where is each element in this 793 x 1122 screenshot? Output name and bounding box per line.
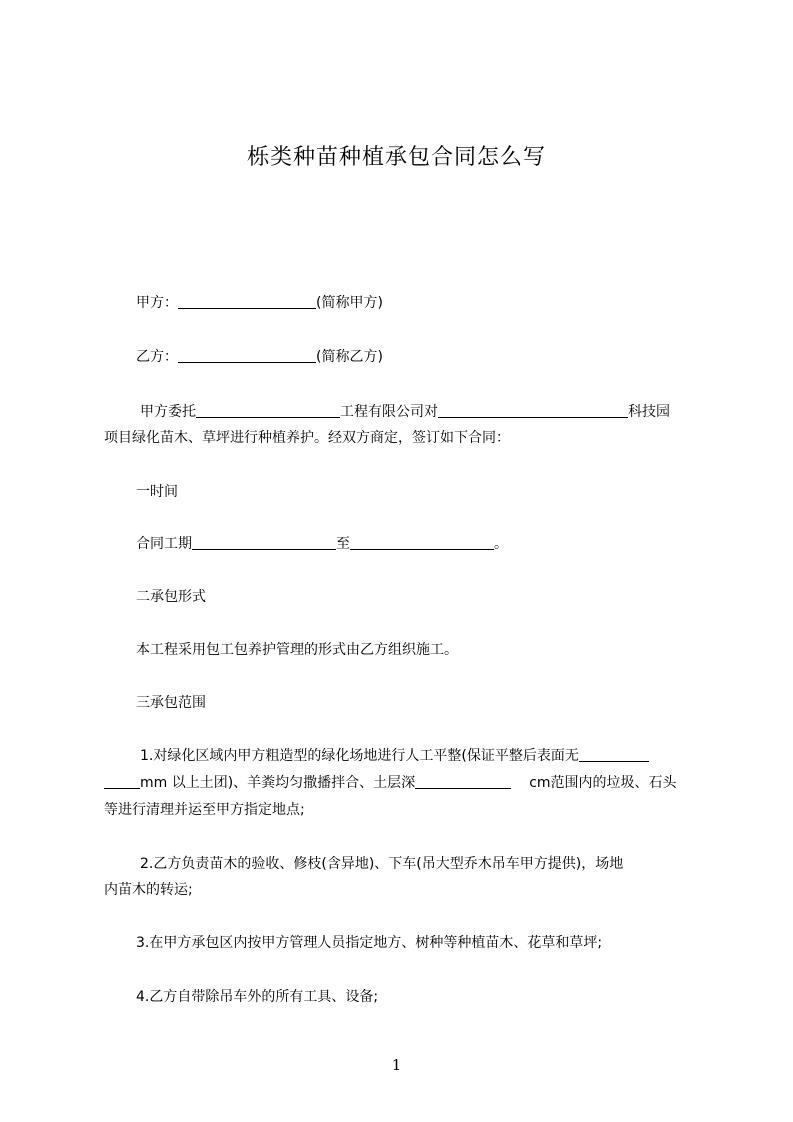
section-2-body: 本工程采用包工包养护管理的形式由乙方组织施工。: [136, 642, 458, 658]
item-1-line-3: 等进行清理并运至甲方指定地点;: [104, 802, 305, 818]
item-1-line-2: [104, 772, 700, 792]
page-number: 1: [391, 1056, 402, 1074]
intro-text-3: 科技园: [628, 404, 670, 420]
intro-blank-2: [438, 403, 628, 418]
intro-line-1: [140, 401, 700, 421]
term-blank-2: [350, 535, 494, 550]
term-blank-1: [192, 535, 336, 550]
party-b-suffix: (简称乙方): [316, 349, 383, 365]
party-a-blank: [178, 294, 316, 309]
item-1-text-3: cm范围内的垃圾、石头: [529, 775, 677, 791]
intro-line-2: 项目绿化苗木、草坪进行种植养护。经双方商定，签订如下合同：: [104, 430, 510, 446]
party-a-label: 甲方：: [136, 295, 178, 311]
section-2-heading: 二承包形式: [136, 589, 206, 605]
party-a-suffix: (简称甲方): [316, 295, 383, 311]
section-1-heading: 一时间: [136, 484, 178, 500]
item-1-blank-2: [104, 774, 140, 789]
party-b-label: 乙方：: [136, 349, 178, 365]
term-text-2: 至: [336, 536, 350, 552]
document-title: 栎类种苗种植承包合同怎么写: [246, 145, 546, 170]
intro-text-1: 甲方委托: [140, 404, 196, 420]
item-4-text: 4.乙方自带除吊车外的所有工具、设备;: [136, 989, 379, 1005]
term-text-3: 。: [494, 536, 508, 552]
intro-text-2: 工程有限公司对: [340, 404, 438, 420]
item-1-text-1: 1.对绿化区域内甲方粗造型的绿化场地进行人工平整(保证平整后表面无: [140, 748, 579, 764]
item-1-text-2: mm 以上土团)、羊粪均匀撒播拌合、土层深: [140, 775, 416, 791]
item-1-blank-3: [415, 774, 511, 789]
item-2-line-2: 内苗木的转运;: [104, 882, 193, 898]
item-2-line-1: 2.乙方负责苗木的验收、修枝(含异地)、下车(吊大型乔木吊车甲方提供)，场地: [140, 856, 624, 872]
term-line: [136, 533, 508, 553]
section-3-heading: 三承包范围: [136, 695, 206, 711]
item-1-blank-1: [579, 747, 649, 762]
party-a-line: [136, 292, 383, 312]
item-1-line-1: [140, 745, 700, 765]
term-text-1: 合同工期: [136, 536, 192, 552]
item-3-text: 3.在甲方承包区内按甲方管理人员指定地方、树种等种植苗木、花草和草坪;: [136, 935, 603, 951]
party-b-blank: [178, 348, 316, 363]
intro-blank-1: [196, 403, 340, 418]
party-b-line: [136, 346, 383, 366]
